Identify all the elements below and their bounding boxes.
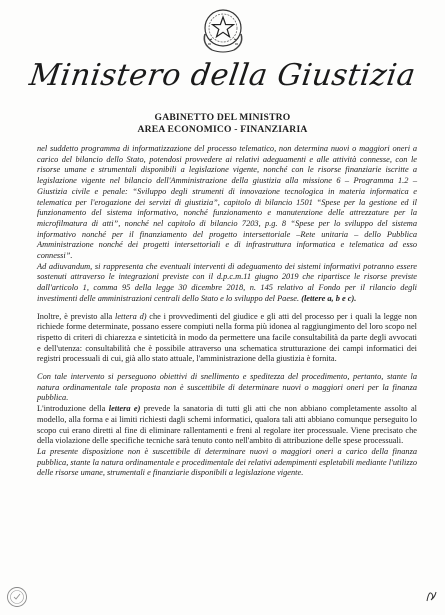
paragraph-lettera-e [37, 404, 417, 447]
italian-republic-emblem-icon [200, 4, 246, 54]
paragraph-snellimento [37, 372, 417, 404]
document-body [37, 144, 417, 479]
office-name: GABINETTO DEL MINISTRO [154, 112, 291, 123]
paragraph-lettera-d [37, 312, 417, 366]
ministry-logo: Ministero della Giustizia [27, 58, 418, 93]
paragraph-text: prevede la sanatoria di tutti gli atti che non abbiano completamente assolto al modello, alla forma e ai limiti richiesti dagli schemi informatici, qualora tali atti abbiano comunque perseguito lo scopo cui erano diretti al fine di eliminare rallentamenti e freni al regolare iter processuale. Viene precisato che della violazione delle specifiche tecniche sarà tenuto conto nell'ambito di attribuzione delle spese processuali. [37, 404, 417, 446]
paragraph-text: Con tale intervento si perseguono obiettivi di snellimento e speditezza del procedimento, pertanto, stante la natura ordinamentale tale proposta non è suscettibile di determinare nuovi o maggiori oneri per la finanza pubblica. [37, 372, 417, 403]
paragraph-conclusion [37, 447, 417, 479]
paragraph-emphasis: lettera e) [108, 404, 141, 414]
paragraph-text: La presente disposizione non è suscettibile di determinare nuovi o maggiori oneri a carico della finanza pubblica, stante la natura ordinamentale e procedimentale dei relativi adempimenti espletabili mediante l'utilizzo delle risorse umane, strumentali e finanziarie disponibili a legislazione vigente. [37, 446, 417, 478]
paragraph-text: nel suddetto programma di informatizzazione del processo telematico, non determina nuovi o maggiori oneri a carico del bilancio dello Stato, potendosi provvedere ai relativi adeguamenti e alle attività connesse, con le risorse umane e strumentali disponibili a legislazione vigente, nonché con le risorse finanziarie iscritte a legislazione vigente nel bilancio dell'Amministrazione della giustizia alla missione 6 – Programma 1.2 – Giustizia civile e penale: “Sviluppo degli strumenti di innovazione tecnologica in materia informatica e telematica per l'erogazione dei servizi di giustizia”, capitolo di bilancio 1501 “Spese per la gestione ed il funzionamento del sistema informativo, nonché funzionamento e manutenzione delle attrezzature per la microfilmatura di atti”, nonché nel capitolo di bilancio 7203, p.g. 8 “Spese per lo sviluppo del sistema informativo nonché per il finanziamento del progetto intersettoriale –Rete unitaria – dello Pubblica Amministrazione nonché dei progetti intersettoriali e di infrastruttura informatica e telematica ad esso connessi”. [37, 144, 417, 261]
handwritten-initial-icon [424, 588, 438, 604]
paragraph-ad-adiuvandum [37, 262, 417, 305]
office-area: AREA ECONOMICO - FINANZIARIA [137, 124, 308, 135]
paragraph-text: che i provvedimenti del giudice e gli atti del processo per i quali la legge non richiede forme determinate, possano essere compiuti nella forma più idonea al raggiungimento del loro scopo nel rispetto di criteri di chiarezza e sinteticità in modo da permettere una facile consultabilità da parte degli avvocati e dell'utenza: consultabilità che è possibile attraverso una schematica strutturazione dei campi informatici dei registri processuali di cui, già allo stato attuale, l'amministrazione della giustizia è fornita. [37, 311, 417, 364]
paragraph-text: Ad adiuvandum, si rappresenta che eventuali interventi di adeguamento dei sistemi informativi potranno essere sostenuti attraverso le integrazioni previste con il d.p.c.m.11 giugno 2019 che ripartisce le risorse previste dall'articolo 1, comma 95 della legge 30 dicembre 2018, n. 145 relativo al Fondo per il rilancio degli investimenti delle amministrazioni centrali dello Stato e lo sviluppo del Paese. [37, 261, 417, 303]
paragraph-financial-coverage [37, 144, 417, 262]
paragraph-text: Inoltre, è previsto alla [37, 311, 116, 321]
paragraph-emphasis: (lettere a, b e c). [301, 293, 357, 303]
paragraph-text: L'introduzione della [37, 404, 109, 414]
paragraph-emphasis: lettera d) [115, 311, 147, 321]
round-stamp-icon [6, 586, 28, 608]
